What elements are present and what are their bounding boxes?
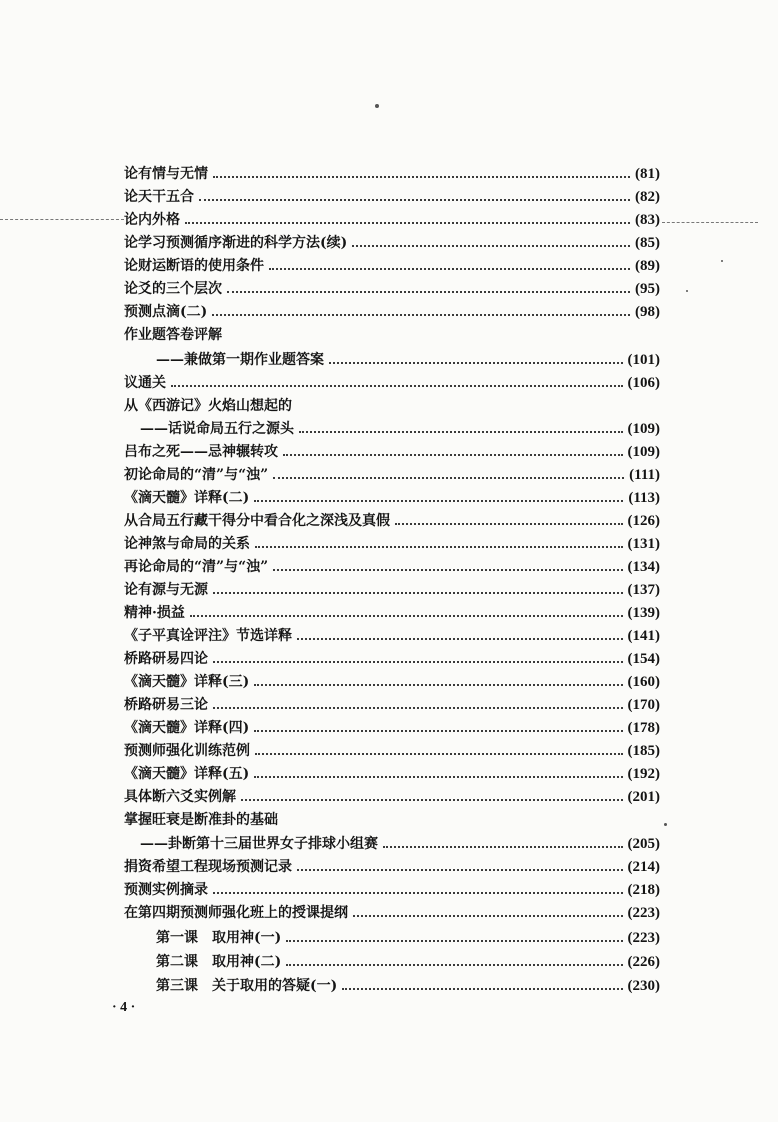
toc-entry-title: 论神煞与命局的关系 (124, 536, 250, 552)
toc-entry-page: (218) (627, 882, 660, 898)
toc-entry-title: 吕布之死——忌神辗转攻 (124, 444, 278, 460)
scan-speck (721, 260, 723, 262)
toc-entry-page: (170) (627, 697, 660, 713)
toc-entry (124, 903, 660, 923)
toc-entry-page: (85) (635, 235, 660, 251)
dot-leader (227, 291, 630, 293)
toc-entry (156, 350, 660, 370)
toc-entry-page: (109) (627, 421, 660, 437)
dot-leader (297, 638, 623, 640)
toc-entry-page: (131) (627, 536, 660, 552)
toc-entry (124, 695, 660, 715)
dot-leader (254, 500, 623, 502)
toc-entry (124, 580, 660, 600)
toc-entry-page: (81) (635, 166, 660, 182)
toc-entry-title: 第二课 取用神(二) (156, 954, 282, 970)
toc-entry (124, 373, 660, 393)
dot-leader (254, 684, 622, 686)
toc-entry-title: 议通关 (124, 375, 166, 391)
toc-entry-page: (205) (627, 836, 660, 852)
dot-leader (254, 776, 622, 778)
dot-leader (213, 661, 623, 663)
dot-leader (286, 964, 622, 966)
toc-entry-page: (178) (627, 720, 660, 736)
toc-entry-title: 第三课 关于取用的答疑(一) (156, 978, 338, 994)
scan-speck (664, 823, 667, 826)
toc-entry-title: ——话说命局五行之源头 (140, 421, 294, 437)
toc-entry-page: (141) (627, 628, 660, 644)
toc-entry (124, 649, 660, 669)
toc-entry-page: (111) (629, 467, 660, 483)
toc-entry-page: (82) (635, 189, 660, 205)
toc-entry (124, 302, 660, 322)
toc-entry-page: (95) (635, 281, 660, 297)
toc-entry (156, 952, 660, 972)
toc-entry-title: 论天干五合 (124, 189, 194, 205)
toc-entry-title: 《子平真诠评注》节选详释 (124, 628, 292, 644)
toc-entry-page: (106) (627, 375, 660, 391)
dot-leader (185, 222, 630, 224)
toc-entry-page: (83) (635, 212, 660, 228)
scan-artifact-line (0, 219, 124, 220)
scan-speck (375, 104, 379, 108)
toc-entry-title: 桥路研易三论 (124, 697, 208, 713)
toc-entry-title: 《滴天髓》详释(五) (124, 766, 250, 782)
dot-leader (297, 869, 623, 871)
toc-entry-title: 预测实例摘录 (124, 882, 208, 898)
dot-leader (241, 799, 623, 801)
toc-entry-page: (154) (627, 651, 660, 667)
toc-entry (156, 928, 660, 948)
toc-entry-page: (226) (627, 954, 660, 970)
toc-entry-title: 论爻的三个层次 (124, 281, 222, 297)
scan-speck (686, 290, 688, 292)
toc-entry (124, 787, 660, 807)
dot-leader (213, 592, 623, 594)
toc-entry-title: 论财运断语的使用条件 (124, 258, 264, 274)
toc-entry (124, 187, 660, 207)
toc-entry-page: (113) (628, 490, 660, 506)
toc-entry-page: (160) (627, 674, 660, 690)
dot-leader (171, 385, 623, 387)
toc-entry-title: 从合局五行藏干得分中看合化之深浅及真假 (124, 513, 390, 529)
dot-leader (213, 707, 623, 709)
toc-entry (124, 279, 660, 299)
toc-entry (124, 210, 660, 230)
dot-leader (353, 915, 623, 917)
toc-entry-title: 桥路研易四论 (124, 651, 208, 667)
toc-entry-title: ——兼做第一期作业题答案 (156, 352, 324, 368)
toc-entry-page: (223) (627, 930, 660, 946)
toc-entry-page: (109) (627, 444, 660, 460)
dot-leader (299, 431, 623, 433)
toc-entry-page: (230) (627, 978, 660, 994)
toc-entry-page: (137) (627, 582, 660, 598)
dot-leader (286, 940, 622, 942)
dot-leader (283, 454, 623, 456)
page-number: · 4 · (112, 1000, 136, 1015)
toc-entry-title: 《滴天髓》详释(二) (124, 490, 250, 506)
toc-entry-page: (139) (627, 605, 660, 621)
toc-entry-page: (126) (627, 513, 660, 529)
toc-entry-title: 具体断六爻实例解 (124, 789, 236, 805)
toc-entry-page: (201) (627, 789, 660, 805)
toc-entry (124, 672, 660, 692)
toc-entry-title: 精神·损益 (124, 605, 185, 621)
dot-leader (273, 569, 622, 571)
toc-entry-page: (192) (627, 766, 660, 782)
dot-leader (213, 892, 623, 894)
dot-leader (255, 546, 623, 548)
toc-entry (124, 880, 660, 900)
dot-leader (255, 753, 623, 755)
dot-leader (395, 523, 623, 525)
toc-entry-title: 论学习预测循序渐进的科学方法(续) (124, 235, 348, 251)
toc-entry-title: ——卦断第十三届世界女子排球小组赛 (140, 836, 378, 852)
toc-section-heading: 掌握旺衰是断准卦的基础 (124, 812, 278, 828)
toc-entry-title: 再论命局的“清”与“浊” (124, 559, 269, 575)
dot-leader (352, 245, 630, 247)
dot-leader (329, 362, 623, 364)
toc-entry (124, 557, 660, 577)
toc-entry (156, 976, 660, 996)
toc-entry (140, 834, 660, 854)
toc-entry-page: (98) (635, 304, 660, 320)
toc-entry (124, 442, 660, 462)
toc-section-heading: 作业题答卷评解 (124, 327, 222, 343)
dot-leader (212, 314, 630, 316)
toc-entry-title: 论有源与无源 (124, 582, 208, 598)
toc-entry (124, 511, 660, 531)
dot-leader (383, 846, 623, 848)
toc-entry (124, 534, 660, 554)
toc-entry-title: 《滴天髓》详释(三) (124, 674, 250, 690)
toc-entry-page: (185) (627, 743, 660, 759)
toc-entry (124, 626, 660, 646)
toc-entry-title: 预测点滴(二) (124, 304, 208, 320)
toc-entry (124, 256, 660, 276)
toc-entry-title: 《滴天髓》详释(四) (124, 720, 250, 736)
dot-leader (342, 988, 622, 990)
toc-entry-page: (223) (627, 905, 660, 921)
toc-entry (124, 718, 660, 738)
dot-leader (190, 615, 623, 617)
toc-entry-title: 预测师强化训练范例 (124, 743, 250, 759)
dot-leader (254, 730, 622, 732)
toc-entry-title: 初论命局的“清”与“浊” (124, 467, 269, 483)
dot-leader (273, 477, 624, 479)
toc-entry (124, 465, 660, 485)
dot-leader (269, 268, 630, 270)
toc-entry (124, 857, 660, 877)
toc-entry-title: 在第四期预测师强化班上的授课提纲 (124, 905, 348, 921)
toc-entry-page: (134) (627, 559, 660, 575)
toc-entry-title: 捐资希望工程现场预测记录 (124, 859, 292, 875)
dot-leader (199, 199, 630, 201)
dot-leader (213, 176, 630, 178)
toc-entry (124, 488, 660, 508)
toc-entry (124, 233, 660, 253)
toc-entry (124, 164, 660, 184)
toc-entry (140, 419, 660, 439)
toc-entry-page: (101) (627, 352, 660, 368)
scan-artifact-line (662, 222, 758, 223)
toc-entry-page: (214) (627, 859, 660, 875)
toc-entry (124, 741, 660, 761)
toc-entry-page: (89) (635, 258, 660, 274)
toc-entry-title: 论有情与无情 (124, 166, 208, 182)
toc-section-heading: 从《西游记》火焰山想起的 (124, 398, 292, 414)
toc-entry (124, 603, 660, 623)
toc-entry-title: 论内外格 (124, 212, 180, 228)
toc-entry-title: 第一课 取用神(一) (156, 930, 282, 946)
toc-entry (124, 764, 660, 784)
